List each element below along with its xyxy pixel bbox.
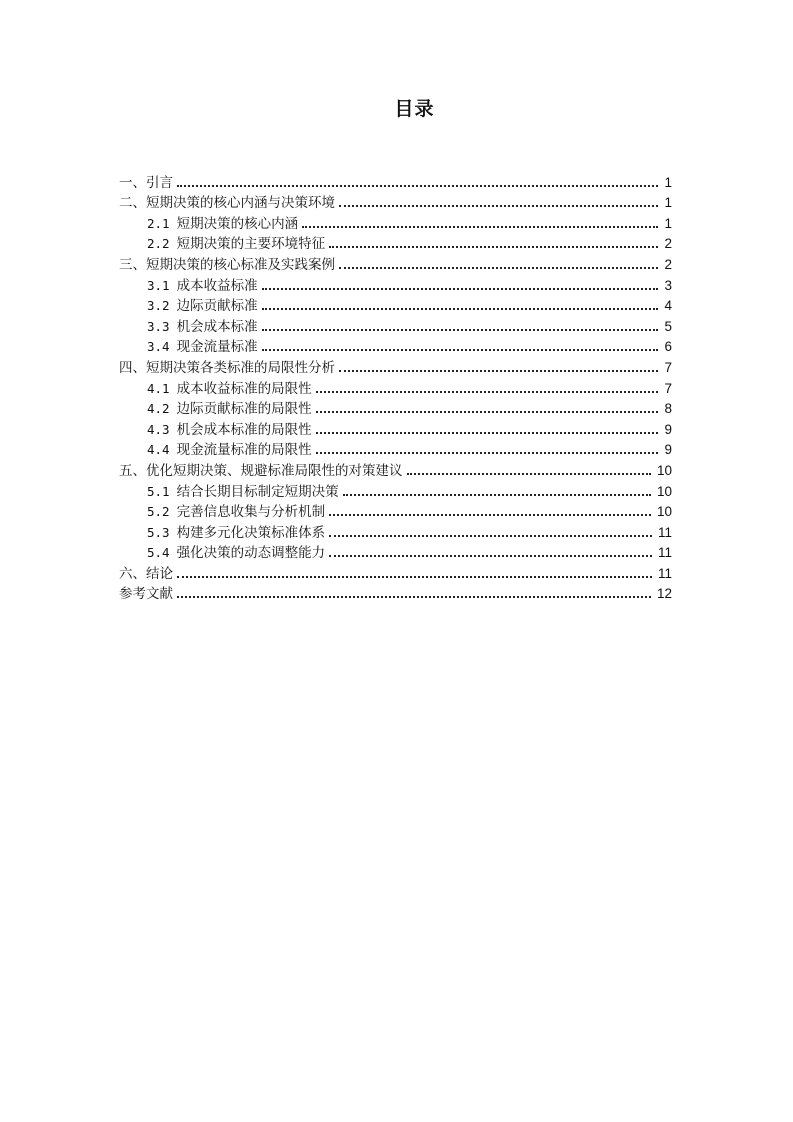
toc-entry-number: 4.3 xyxy=(147,421,170,437)
toc-entry-label: 结合长期目标制定短期决策 xyxy=(176,483,339,500)
toc-entry-page-number: 5 xyxy=(664,318,672,334)
dot-leader xyxy=(316,410,658,413)
dot-leader xyxy=(177,184,658,187)
toc-entry-page-number: 10 xyxy=(656,483,672,499)
toc-entry-label: 成本收益标准 xyxy=(176,277,258,294)
toc-entry-label: 二、短期决策的核心内涵与决策环境 xyxy=(119,195,335,212)
toc-entry-number: 5.2 xyxy=(147,504,170,520)
toc-entry-page-number: 1 xyxy=(664,174,672,190)
dot-leader xyxy=(339,204,658,207)
dot-leader xyxy=(329,534,652,537)
toc-entry-page-number: 10 xyxy=(656,504,672,520)
toc-entry-page-number: 11 xyxy=(657,545,672,561)
toc-entry[interactable] xyxy=(119,172,672,193)
toc-entry-number: 3.3 xyxy=(147,318,170,334)
toc-list xyxy=(119,172,672,604)
dot-leader xyxy=(262,307,658,310)
toc-entry-label: 六、结论 xyxy=(119,565,173,582)
toc-entry-page-number: 9 xyxy=(664,442,672,458)
toc-entry-page-number: 11 xyxy=(657,524,672,540)
toc-entry-page-number: 7 xyxy=(664,380,672,396)
toc-entry-label: 机会成本标准的局限性 xyxy=(176,421,312,438)
toc-entry-number: 5.4 xyxy=(147,545,170,561)
toc-entry-label: 五、优化短期决策、规避标准局限性的对策建议 xyxy=(119,462,403,479)
toc-entry[interactable] xyxy=(119,275,672,296)
toc-entry-text xyxy=(147,502,325,522)
toc-entry-text xyxy=(147,317,258,337)
toc-entry-text xyxy=(119,564,173,584)
dot-leader xyxy=(262,348,658,351)
toc-entry-text xyxy=(147,543,325,563)
toc-entry-label: 短期决策的主要环境特征 xyxy=(176,236,326,253)
dot-leader xyxy=(262,328,658,331)
toc-entry[interactable] xyxy=(119,378,672,399)
toc-entry[interactable] xyxy=(119,440,672,461)
toc-entry-number: 2.1 xyxy=(147,215,170,231)
toc-entry[interactable] xyxy=(119,193,672,214)
toc-entry-label: 完善信息收集与分析机制 xyxy=(176,504,326,521)
toc-entry-text xyxy=(147,379,312,399)
toc-entry-label: 现金流量标准的局限性 xyxy=(176,442,312,459)
toc-entry-page-number: 7 xyxy=(664,359,672,375)
toc-entry-text xyxy=(119,173,173,193)
toc-entry-label: 一、引言 xyxy=(119,174,173,191)
toc-entry-text xyxy=(147,296,258,316)
dot-leader xyxy=(177,575,652,578)
toc-entry[interactable] xyxy=(119,502,672,523)
toc-entry-label: 三、短期决策的核心标准及实践案例 xyxy=(119,256,335,273)
toc-entry-number: 4.1 xyxy=(147,380,170,396)
toc-entry-page-number: 11 xyxy=(657,565,672,581)
toc-entry[interactable] xyxy=(119,296,672,317)
toc-entry-label: 参考文献 xyxy=(119,586,173,603)
toc-entry-text xyxy=(119,193,335,213)
dot-leader xyxy=(316,390,658,393)
toc-entry[interactable] xyxy=(119,337,672,358)
toc-title: 目录 xyxy=(394,98,435,120)
toc-entry-label: 强化决策的动态调整能力 xyxy=(176,545,326,562)
toc-entry-number: 5.1 xyxy=(147,483,170,499)
toc-entry[interactable] xyxy=(119,213,672,234)
toc-entry-number: 5.3 xyxy=(147,524,170,540)
toc-entry-label: 构建多元化决策标准体系 xyxy=(176,524,326,541)
toc-entry-page-number: 6 xyxy=(664,339,672,355)
toc-entry-label: 边际贡献标准 xyxy=(176,298,258,315)
toc-entry-page-number: 9 xyxy=(664,421,672,437)
toc-entry-text xyxy=(147,234,325,254)
toc-entry-text xyxy=(147,214,298,234)
dot-leader xyxy=(302,225,658,228)
toc-entry-text xyxy=(119,255,335,275)
toc-entry[interactable] xyxy=(119,419,672,440)
toc-entry-page-number: 12 xyxy=(656,586,672,602)
toc-entry-text xyxy=(147,276,258,296)
toc-entry-text xyxy=(147,420,312,440)
toc-entry-text xyxy=(119,461,403,481)
toc-entry[interactable] xyxy=(119,543,672,564)
dot-leader xyxy=(407,472,651,475)
toc-entry-page-number: 2 xyxy=(664,256,672,272)
toc-entry-page-number: 4 xyxy=(664,298,672,314)
dot-leader xyxy=(329,245,658,248)
toc-entry-text xyxy=(147,337,258,357)
dot-leader xyxy=(339,369,658,372)
toc-entry-number: 3.2 xyxy=(147,298,170,314)
toc-entry[interactable] xyxy=(119,234,672,255)
dot-leader xyxy=(177,595,651,598)
toc-entry-label: 短期决策的核心内涵 xyxy=(176,215,299,232)
toc-entry[interactable] xyxy=(119,522,672,543)
toc-entry[interactable] xyxy=(119,357,672,378)
toc-entry-label: 四、短期决策各类标准的局限性分析 xyxy=(119,359,335,376)
toc-entry-number: 4.4 xyxy=(147,442,170,458)
toc-entry-page-number: 3 xyxy=(664,277,672,293)
toc-entry[interactable] xyxy=(119,254,672,275)
dot-leader xyxy=(343,493,651,496)
toc-entry-label: 成本收益标准的局限性 xyxy=(176,380,312,397)
toc-entry-number: 3.4 xyxy=(147,339,170,355)
toc-entry-number: 2.2 xyxy=(147,236,170,252)
toc-entry-page-number: 1 xyxy=(664,195,672,211)
dot-leader xyxy=(262,287,658,290)
toc-entry[interactable] xyxy=(119,584,672,605)
dot-leader xyxy=(329,513,651,516)
toc-entry-page-number: 10 xyxy=(656,462,672,478)
toc-entry-label: 机会成本标准 xyxy=(176,318,258,335)
toc-entry-page-number: 1 xyxy=(664,215,672,231)
toc-entry[interactable] xyxy=(119,399,672,420)
toc-entry[interactable] xyxy=(119,316,672,337)
toc-entry-label: 边际贡献标准的局限性 xyxy=(176,401,312,418)
toc-entry[interactable] xyxy=(119,460,672,481)
toc-entry-text xyxy=(119,584,173,604)
dot-leader xyxy=(316,451,658,454)
toc-entry-label: 现金流量标准 xyxy=(176,339,258,356)
toc-entry-text xyxy=(147,399,312,419)
toc-entry[interactable] xyxy=(119,481,672,502)
toc-entry-page-number: 2 xyxy=(664,236,672,252)
toc-entry-number: 4.2 xyxy=(147,401,170,417)
dot-leader xyxy=(316,431,658,434)
toc-entry[interactable] xyxy=(119,563,672,584)
toc-entry-page-number: 8 xyxy=(664,401,672,417)
toc-entry-number: 3.1 xyxy=(147,277,170,293)
toc-entry-text xyxy=(147,523,325,543)
toc-entry-text xyxy=(147,482,339,502)
toc-entry-text xyxy=(147,440,312,460)
toc-entry-text xyxy=(119,358,335,378)
dot-leader xyxy=(329,554,652,557)
dot-leader xyxy=(339,266,658,269)
